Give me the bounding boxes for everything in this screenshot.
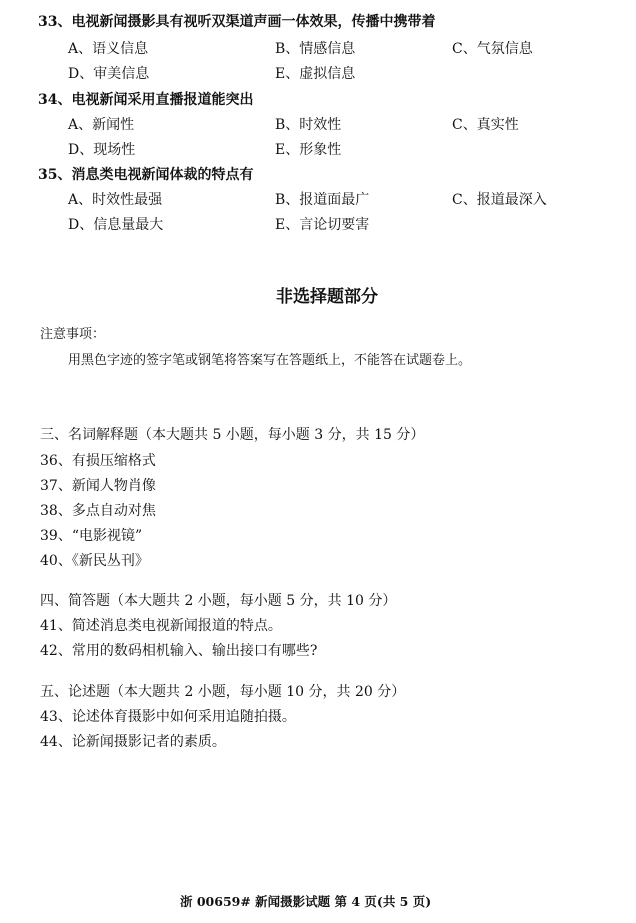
question-41: 41、简述消息类电视新闻报道的特点。 xyxy=(40,618,282,634)
question-33-option-b: B、情感信息 xyxy=(275,41,356,57)
question-43: 43、论述体育摄影中如何采用追随拍摄。 xyxy=(40,709,296,725)
question-35-option-b: B、报道面最广 xyxy=(275,192,370,208)
question-34-option-a: A、新闻性 xyxy=(68,117,135,133)
question-34-stem: 34、电视新闻采用直播报道能突出 xyxy=(38,92,254,108)
question-34-option-e: E、形象性 xyxy=(275,142,342,158)
question-35-option-a: A、时效性最强 xyxy=(68,192,163,208)
question-33-option-c: C、气氛信息 xyxy=(452,41,533,57)
question-44: 44、论新闻摄影记者的素质。 xyxy=(40,734,226,750)
question-34-option-b: B、时效性 xyxy=(275,117,342,133)
nonchoice-section-title: 非选择题部分 xyxy=(276,287,378,307)
page-footer: 浙 00659# 新闻摄影试题 第 4 页(共 5 页) xyxy=(180,894,432,909)
question-39: 39、“电影视镜” xyxy=(40,528,143,544)
notice-label: 注意事项： xyxy=(40,327,106,342)
question-33-option-e: E、虚拟信息 xyxy=(275,66,356,82)
question-35-option-c: C、报道最深入 xyxy=(452,192,547,208)
question-40: 40、《新民丛刊》 xyxy=(40,553,149,569)
question-36: 36、有损压缩格式 xyxy=(40,453,156,469)
question-33-option-a: A、语义信息 xyxy=(68,41,149,57)
question-42: 42、常用的数码相机输入、输出接口有哪些? xyxy=(40,643,318,659)
question-35-option-d: D、信息量最大 xyxy=(68,217,164,233)
question-33-stem: 33、电视新闻摄影具有视听双渠道声画一体效果，传播中携带着 xyxy=(38,14,436,30)
notice-text: 用黑色字迹的签字笔或钢笔将答案写在答题纸上，不能答在试题卷上。 xyxy=(68,353,472,368)
section-5-header: 五、论述题（本大题共 2 小题，每小题 10 分，共 20 分） xyxy=(40,684,406,700)
question-35-option-e: E、言论切要害 xyxy=(275,217,370,233)
section-3-header: 三、名词解释题（本大题共 5 小题，每小题 3 分，共 15 分） xyxy=(40,427,425,443)
question-35-stem: 35、消息类电视新闻体裁的特点有 xyxy=(38,167,254,183)
question-33-option-d: D、审美信息 xyxy=(68,66,150,82)
question-34-option-c: C、真实性 xyxy=(452,117,519,133)
question-37: 37、新闻人物肖像 xyxy=(40,478,156,494)
question-34-option-d: D、现场性 xyxy=(68,142,136,158)
section-4-header: 四、简答题（本大题共 2 小题，每小题 5 分，共 10 分） xyxy=(40,593,397,609)
question-38: 38、多点自动对焦 xyxy=(40,503,156,519)
